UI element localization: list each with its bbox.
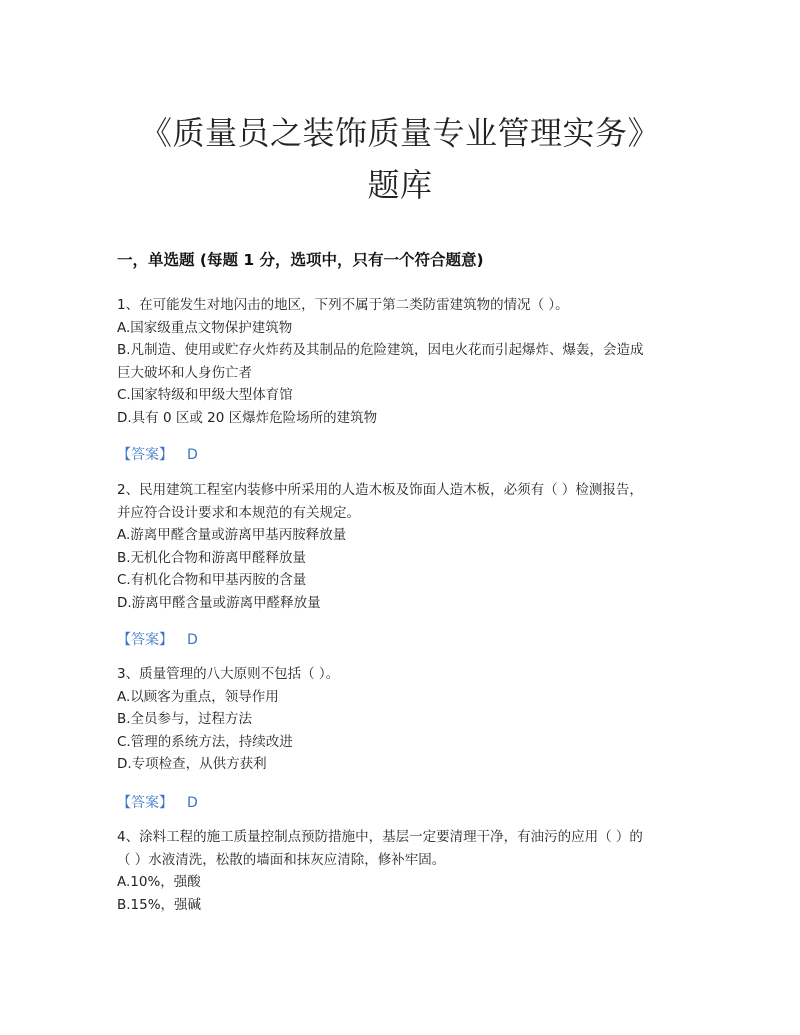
option-c: C.有机化合物和甲基丙胺的含量: [117, 572, 307, 588]
option-d: D.游离甲醛含量或游离甲醛释放量: [117, 594, 321, 611]
section-heading: 一，单选题 (每题 1 分，选项中，只有一个符合题意): [117, 251, 484, 269]
answer-1: [117, 444, 198, 464]
option-a: A.10%，强酸: [117, 874, 201, 890]
question-stem-continued: （ ）水液清洗，松散的墙面和抹灰应清除，修补牢固。: [117, 851, 446, 868]
question-2: [117, 479, 687, 614]
option-c: C.国家特级和甲级大型体育馆: [117, 387, 293, 403]
option-d: D.专项检查，从供方获利: [117, 756, 267, 772]
option-a: A.以顾客为重点，领导作用: [117, 688, 279, 705]
option-b: B.15%，强碱: [117, 896, 202, 913]
answer-label: 【答案】: [117, 795, 173, 811]
question-stem-continued: 并应符合设计要求和本规范的有关规定。: [117, 504, 360, 521]
question-stem: 2、民用建筑工程室内装修中所采用的人造木板及饰面人造木板，必须有（ ）检测报告，: [117, 482, 643, 498]
question-stem: 4、涂料工程的施工质量控制点预防措施中，基层一定要清理干净，有油污的应用（ ）的: [117, 829, 643, 845]
answer-label: 【答案】: [117, 632, 173, 648]
option-d: D.具有 0 区或 20 区爆炸危险场所的建筑物: [117, 409, 378, 426]
option-a: A.国家级重点文物保护建筑物: [117, 319, 293, 336]
document-title-line-2: 题库: [367, 166, 433, 204]
option-b-continued: 巨大破坏和人身伤亡者: [117, 364, 252, 381]
answer-3: [117, 792, 198, 812]
answer-2: [117, 629, 198, 649]
option-a: A.游离甲醛含量或游离甲基丙胺释放量: [117, 527, 347, 543]
option-b: B.凡制造、使用或贮存火炸药及其制品的危险建筑，因电火花而引起爆炸、爆轰，会造成: [117, 342, 644, 358]
answer-value: D: [187, 447, 198, 463]
question-1: [117, 294, 687, 429]
question-stem: 3、质量管理的八大原则不包括（ ）。: [117, 666, 340, 682]
option-b: B.全员参与，过程方法: [117, 711, 253, 727]
document-title-line-1: 《质量员之装饰质量专业管理实务》: [139, 114, 660, 152]
answer-value: D: [187, 795, 198, 811]
question-stem: 1、在可能发生对地闪击的地区，下列不属于第二类防雷建筑物的情况（ ）。: [117, 297, 569, 313]
answer-label: 【答案】: [117, 447, 173, 463]
question-4: [117, 826, 687, 916]
answer-value: D: [187, 632, 198, 648]
question-3: [117, 663, 687, 776]
option-c: C.管理的系统方法，持续改进: [117, 733, 293, 750]
option-b: B.无机化合物和游离甲醛释放量: [117, 549, 307, 566]
